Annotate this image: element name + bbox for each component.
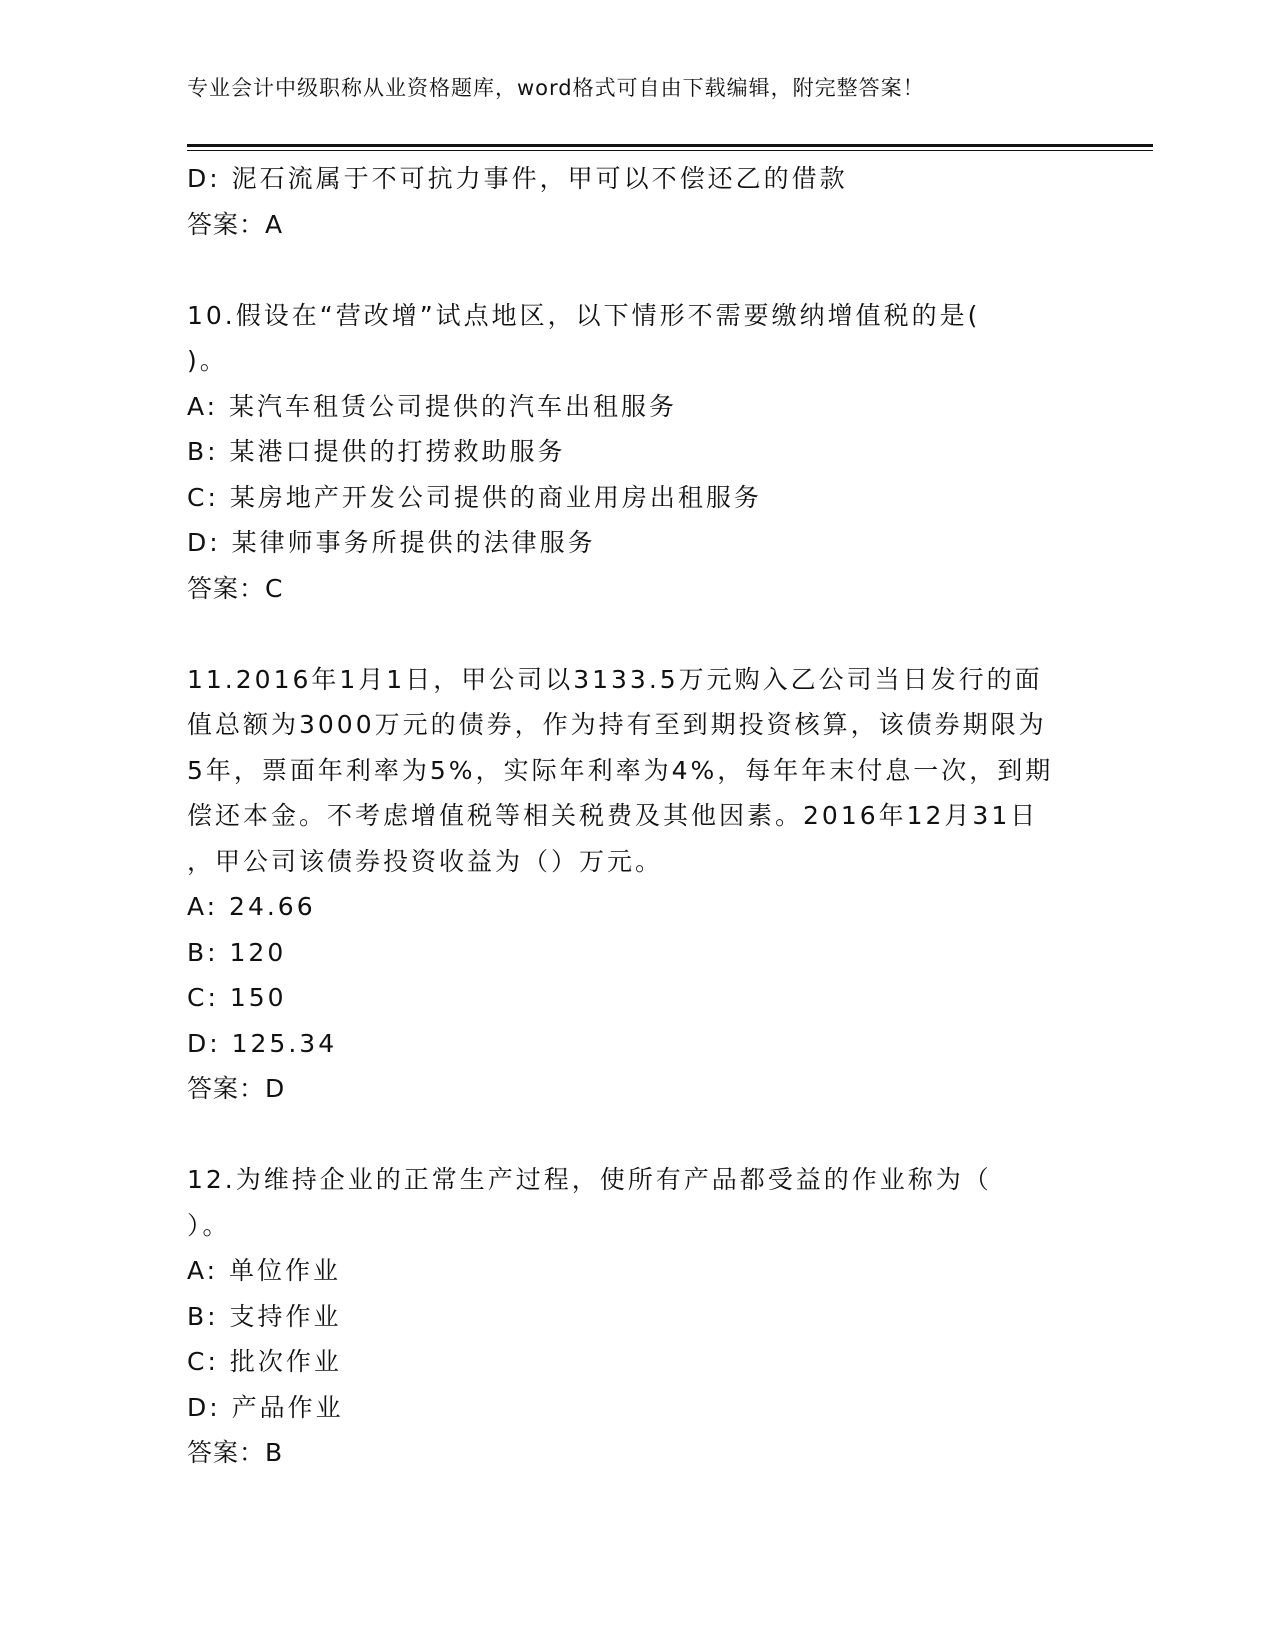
question-11-line-2: 值总额为3000万元的债券，作为持有至到期投资核算，该债券期限为 <box>187 710 1047 739</box>
question-11-answer: 答案：D <box>187 1074 286 1103</box>
header-rule-thick <box>187 144 1153 147</box>
spacer <box>187 611 1077 657</box>
question-content <box>187 156 1077 1476</box>
question-11-line-1: 11.2016年1月1日，甲公司以3133.5万元购入乙公司当日发行的面 <box>187 664 1043 694</box>
question-10-line-2: )。 <box>187 346 228 375</box>
question-12-line-1: 12.为维持企业的正常生产过程，使所有产品都受益的作业称为（ <box>187 1165 992 1194</box>
question-11-option-a: A: 24.66 <box>187 892 316 921</box>
question-10-option-b: B: 某港口提供的打捞救助服务 <box>187 437 566 466</box>
question-12-option-c: C: 批次作业 <box>187 1347 342 1376</box>
question-12-option-a: A: 单位作业 <box>187 1256 342 1285</box>
spacer <box>187 1112 1077 1158</box>
question-12-answer: 答案：B <box>187 1438 284 1467</box>
question-10-answer: 答案：C <box>187 573 284 603</box>
question-11-option-c: C: 150 <box>187 983 287 1012</box>
question-12-option-b: B: 支持作业 <box>187 1301 342 1331</box>
question-10-option-a: A: 某汽车租赁公司提供的汽车出租服务 <box>187 391 678 421</box>
question-11-option-b: B: 120 <box>187 937 287 967</box>
question-11-line-3: 5年，票面年利率为5%，实际年利率为4%，每年年末付息一次，到期 <box>187 755 1054 785</box>
answer-line: 答案：A <box>187 209 284 239</box>
question-11-line-5: ，甲公司该债券投资收益为（）万元。 <box>187 846 664 876</box>
question-12-line-2: ）。 <box>187 1210 231 1240</box>
question-12-option-d: D: 产品作业 <box>187 1392 344 1422</box>
question-10-option-c: C: 某房地产开发公司提供的商业用房出租服务 <box>187 482 762 512</box>
header-rule-thin <box>187 150 1153 151</box>
question-11-option-d: D: 125.34 <box>187 1028 338 1058</box>
page-header: 专业会计中级职称从业资格题库，word格式可自由下载编辑，附完整答案！ <box>187 76 925 100</box>
option-d: D: 泥石流属于不可抗力事件，甲可以不偿还乙的借款 <box>187 164 848 193</box>
question-10-line-1: 10.假设在“营改增”试点地区，以下情形不需要缴纳增值税的是( <box>187 300 981 330</box>
spacer <box>187 247 1077 293</box>
question-10-option-d: D: 某律师事务所提供的法律服务 <box>187 528 596 557</box>
question-11-line-4: 偿还本金。不考虑增值税等相关税费及其他因素。2016年12月31日 <box>187 801 1039 830</box>
